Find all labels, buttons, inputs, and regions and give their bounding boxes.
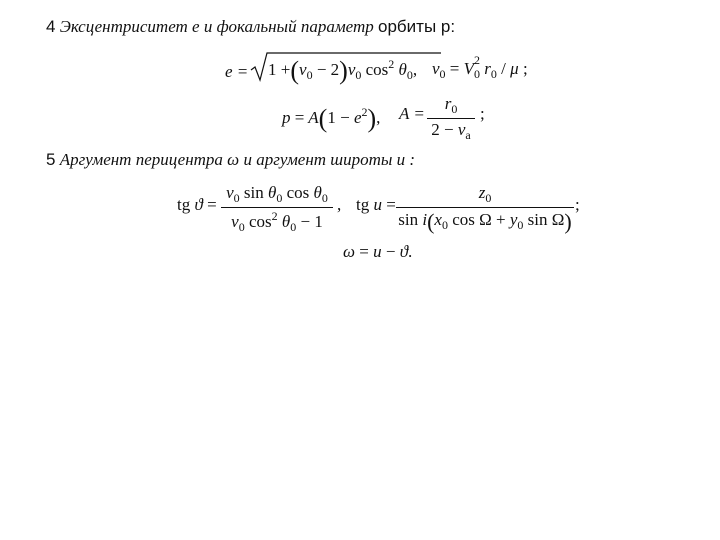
p-formula: $p = A(1 - e^2)$, (282, 104, 381, 133)
tg-u-fraction: $z_0$ $\sin i(x_0$ $\cos \Omega + y_0$ sin Ω) (396, 183, 574, 235)
section-4-title: Эксцентриситет e и фокальный параметр (59, 17, 374, 36)
formula-omega: ω = u − ϑ. (343, 242, 413, 261)
section-5-heading (46, 150, 415, 170)
section-5-number: 5 (46, 150, 56, 169)
A-lhs: A = (399, 104, 425, 123)
tg-theta-lhs: tg ϑ = (177, 195, 217, 214)
nu-definition: $\nu_0 = V$ $_{2 0}$ $r_0$ / μ ; (432, 53, 528, 81)
section-4-title-end: орбиты p: (378, 17, 456, 36)
tg-theta-comma: , (337, 195, 342, 214)
section-5-title: Аргумент перицентра ω и аргумент широты u : (59, 150, 416, 169)
e-radicand: $1 +(\nu_0 - 2)\nu_0$ $\cos^2 \theta_0$, (268, 56, 418, 85)
A-fraction: $r_0$ $2 - \nu_a$ (427, 94, 475, 143)
tg-u-semicolon: ; (575, 195, 580, 214)
A-semicolon: ; (480, 104, 485, 123)
e-lhs: e = (225, 62, 249, 81)
section-4-number: 4 (46, 17, 56, 36)
tg-theta-fraction: $\nu_0$ $\sin \theta_0$ $\cos \theta_0$ $\nu_0$ $\cos^2 \theta_0 - 1$ (221, 183, 333, 235)
tg-u-lhs: tg u = (356, 195, 396, 214)
section-4-heading (46, 17, 455, 37)
